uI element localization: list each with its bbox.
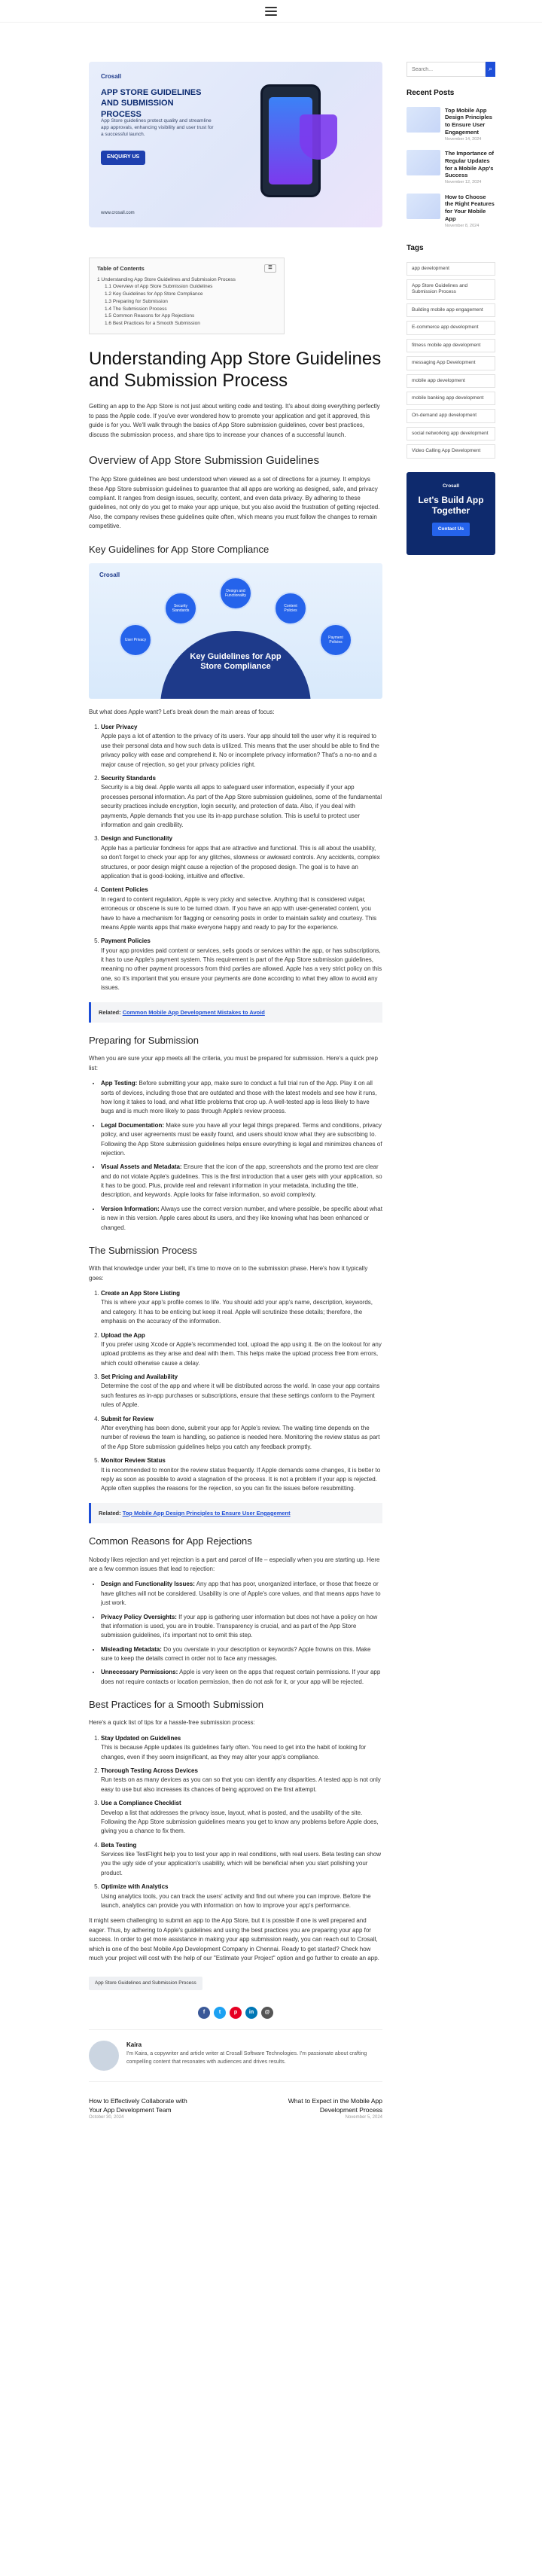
infographic-bubble: Content Policies xyxy=(274,592,307,625)
article-main xyxy=(89,62,382,2145)
search-form xyxy=(406,62,495,77)
key-intro: But what does Apple want? Let's break down the main areas of focus: xyxy=(89,708,275,715)
cta-banner xyxy=(406,472,495,555)
recent-posts-heading: Recent Posts xyxy=(406,89,455,97)
next-post-title[interactable]: What to Expect in the Mobile App Development Process xyxy=(288,2097,382,2114)
tag-link[interactable]: App Store Guidelines and Submission Process xyxy=(406,279,495,300)
list-item-title: 5. Monitor Review Status xyxy=(101,1457,166,1465)
overview-paragraph: The App Store guidelines are best understood when viewed as a set of directions for a journey. It employs these App Store submission guidelines to guarantee that all apps are working as designed, safe, and privacy compliant. It ranges from design issues, security, content, and even data privacy. By adhering to these guidelines, not only do you get to make your app unique, but you also avoid the frustration of getting rejected. Also, the company revises these guidelines quite often, which means you must follow the changes to remain competitive. xyxy=(89,476,380,530)
list-item xyxy=(101,1079,382,1117)
prep-intro: When you are sure your app meets all the criteria, you must be prepared for submission. Here's a quick prep list: xyxy=(89,1055,378,1072)
list-item xyxy=(101,723,382,770)
list-item xyxy=(101,1734,382,1762)
list-item-title: Visual Assets and Metadata: xyxy=(101,1163,182,1171)
toc-toggle-icon[interactable]: ☰ xyxy=(264,264,276,273)
recent-post-title[interactable]: The Importance of Regular Updates for a Mobile App's Success xyxy=(445,150,495,179)
list-item-text: It is recommended to monitor the review status frequently. If Apple demands some changes, it is better to reply as soon as possible to avoid a stagnation of the process. It is not a problem if your app is rejected. Apple often supplies the reasons for the rejection, so you can fix the issues before resubmitting. xyxy=(101,1466,381,1492)
hero-banner xyxy=(89,62,382,227)
list-item xyxy=(101,1613,382,1641)
previous-post-link[interactable] xyxy=(89,2097,202,2121)
hero-enquiry-button[interactable]: ENQUIRY US xyxy=(101,151,145,165)
closing-paragraph: It might seem challenging to submit an app to the App Store, but it is possible if one is well prepared and eager. Thus, by adhering to Apple's guidelines and using the best practices you are preparing your app for success. In order to get more assistance in making your app submission ready, you can reach out to Crosall, which is one of the best Mobile App Development Company in Chennai. Ready to get started? Check how much your project will cost with the help of our "Estimate your Project" option and go further to create an app. xyxy=(89,1917,379,1962)
cta-title: Let's Build App Together xyxy=(418,494,484,517)
avatar xyxy=(89,2041,119,2071)
search-icon[interactable]: ⌕ xyxy=(486,62,495,77)
best-intro: Here's a quick list of tips for a hassle-free submission process: xyxy=(89,1719,255,1727)
list-item-text: Apple has a particular fondness for apps that are attractive and functional. This is all about the usability, so don't forget to check your app for any glitches, slowness or awkward controls. Any accidents, complex structures, or poor design might cause a rejection of the proposed design. The goal is to have an application that is good-looking, intuitive and effective. xyxy=(101,844,380,879)
tag-link[interactable]: mobile banking app development xyxy=(406,392,495,405)
process-list xyxy=(89,1289,382,1494)
next-post-link[interactable] xyxy=(269,2097,382,2121)
list-item-text: Services like TestFlight help you to test your app in real conditions, with real users. Beta testing can show you the ugly side of your application's usability, which will be beneficial when you start polishing your product. xyxy=(101,1851,382,1876)
menu-icon[interactable] xyxy=(265,7,277,16)
tag-link[interactable]: fitness mobile app development xyxy=(406,339,495,352)
recent-post-date: November 14, 2024 xyxy=(445,136,482,142)
list-item xyxy=(101,1121,382,1159)
recent-posts-list xyxy=(406,107,495,230)
list-item-text: This is because Apple updates its guidelines fairly often. You need to get into the habit of looking for changes, even if they seem insignificant, as they may alter your app's compliance. xyxy=(101,1744,367,1761)
related-box-1 xyxy=(89,1002,382,1023)
toc-link[interactable]: 1.6 Best Practices for a Smooth Submission xyxy=(105,321,200,327)
list-item xyxy=(101,1373,382,1410)
toc-link[interactable]: 1.1 Overview of App Store Submission Guidelines xyxy=(105,284,213,290)
infographic-bubble: Security Standards xyxy=(164,592,197,625)
infographic-bubble: Design and Functionality xyxy=(219,577,252,610)
article-title: Understanding App Store Guidelines and Submission Process xyxy=(89,348,382,392)
recent-post[interactable] xyxy=(406,150,495,186)
list-item-text: If your app is gathering user information but does not have a policy on how that information is used, you are in trouble. Transparency is crucial, and as part of the App Store submission guidelines, it's important not to omit this step. xyxy=(101,1613,378,1639)
recent-post-date: November 8, 2024 xyxy=(445,223,480,228)
infographic-bubble: Payment Policies xyxy=(319,623,352,657)
list-item-text: Run tests on as many devices as you can so that you can identify any disparities. A tested app is not only easy to use but also increases its chances of being approved on the first attempt. xyxy=(101,1776,381,1793)
twitter-icon[interactable]: t xyxy=(214,2007,226,2019)
list-item-text: Ensure that the icon of the app, screenshots and the promo text are clear and do not violate Apple's guidelines. This is the first introduction that a user gets with your application, so it has to be good. Plus, provide real and relevant information in your metadata, including the title, description, and keywords. Apple looks for false information, so avoid complexity. xyxy=(101,1163,382,1199)
hero-logo: Crosall xyxy=(101,73,122,80)
list-item-text: Do you overstate in your description or keywords? Apple frowns on this. Make sure to keep the details correct in order not to face any messages. xyxy=(101,1645,371,1663)
toc-link[interactable]: 1 Understanding App Store Guidelines and Submission Process xyxy=(97,276,236,282)
list-item-title: Misleading Metadata: xyxy=(101,1645,162,1653)
tag-link[interactable]: Video Calling App Development xyxy=(406,444,495,458)
list-item-title: 3. Use a Compliance Checklist xyxy=(101,1800,181,1807)
list-item-title: 1. Stay Updated on Guidelines xyxy=(101,1734,181,1742)
related-label: Related: xyxy=(99,1509,121,1517)
list-item xyxy=(101,886,382,932)
toc-list xyxy=(97,276,276,328)
facebook-icon[interactable]: f xyxy=(198,2007,210,2019)
recent-post[interactable] xyxy=(406,107,495,143)
related-label: Related: xyxy=(99,1008,121,1016)
list-item-text: Apple pays a lot of attention to the privacy of its users. Your app should tell the user why it is required to use their personal data and how such data is utilized. This means that the user should be able to find the privacy policy with ease and comprehend it. No or incomplete privacy information? That's a no-no and a major cause of rejection, so get your privacy policies right. xyxy=(101,733,379,768)
reject-list xyxy=(89,1580,382,1687)
tag-link[interactable]: On-demand app development xyxy=(406,409,495,422)
sidebar xyxy=(406,62,495,2145)
list-item-text: Develop a list that addresses the privacy issue, layout, what is posted, and the usability of the site. Following the App Store submission guidelines means you get to know any problems before Apple does, giving you a chance to fix them. xyxy=(101,1809,379,1835)
prep-list xyxy=(89,1079,382,1233)
recent-post-body xyxy=(445,150,495,186)
list-item-title: 3. Design and Functionality xyxy=(101,835,173,843)
toc-link[interactable]: 1.3 Preparing for Submission xyxy=(105,298,168,304)
list-item-text: If you prefer using Xcode or Apple's recommended tool, upload the app using it. Be on the lookout for any upload problems as they arise and deal with them. This helps make the upload process free from errors, which could otherwise cause a delay. xyxy=(101,1340,382,1367)
pinterest-icon[interactable]: p xyxy=(230,2007,242,2019)
linkedin-icon[interactable]: in xyxy=(245,2007,257,2019)
list-item-text: Make sure you have all your legal things prepared. Terms and conditions, privacy policy, and user agreements must be easily found, and users should know what they are subscribing to. Following the App Store submission guidelines helps ensure everything is legal and minimizes chances of rejection. xyxy=(101,1121,382,1157)
list-item-text: Always use the correct version number, and where possible, be specific about what is new in this version. Apple cares about its users, and they like knowing what has been enhanced or changed. xyxy=(101,1205,382,1231)
post-tag[interactable]: App Store Guidelines and Submission Process xyxy=(89,1977,202,1990)
list-item-text: This is where your app's profile comes to life. You should add your app's name, description, keywords, and category. It has to be enticing but keep it real. Apple will scrutinize these details; therefore, the emphasis on the accuracy of the information. xyxy=(101,1299,373,1325)
list-item xyxy=(101,1205,382,1233)
share-buttons xyxy=(89,2007,382,2019)
list-item-text: After everything has been done, submit your app for Apple's review. The waiting time depends on the number of reviews the team is handling, so patience is needed here. Monitoring the review status as part of the App Store submission guidelines helps you catch any feedback promptly. xyxy=(101,1425,380,1450)
heading-key-guidelines: Key Guidelines for App Store Compliance xyxy=(89,543,269,555)
list-item-title: Version Information: xyxy=(101,1205,160,1212)
list-item-title: 2. Thorough Testing Across Devices xyxy=(101,1767,198,1774)
contact-us-button[interactable]: Contact Us xyxy=(432,523,470,536)
tag-link[interactable]: mobile app development xyxy=(406,374,495,388)
tag-link[interactable]: app development xyxy=(406,262,495,276)
list-item-title: App Testing: xyxy=(101,1080,138,1087)
list-item xyxy=(101,1668,382,1687)
search-input[interactable] xyxy=(406,62,486,77)
list-item xyxy=(101,1645,382,1664)
email-icon[interactable]: @ xyxy=(261,2007,273,2019)
toc-link[interactable]: 1.2 Key Guidelines for App Store Compliance xyxy=(105,291,203,297)
list-item-title: 1. Create an App Store Listing xyxy=(101,1289,181,1297)
recent-post-body xyxy=(445,107,495,143)
author-box xyxy=(89,2029,382,2082)
key-guidelines-list xyxy=(89,723,382,993)
related-link-2[interactable]: Top Mobile App Design Principles to Ensure User Engagement xyxy=(122,1509,291,1517)
list-item-title: Design and Functionality Issues: xyxy=(101,1581,195,1588)
previous-post-title[interactable]: How to Effectively Collaborate with Your App Development Team xyxy=(89,2097,187,2114)
list-item xyxy=(101,1767,382,1794)
tag-link[interactable]: E-commerce app development xyxy=(406,321,495,334)
heading-best-practices: Best Practices for a Smooth Submission xyxy=(89,1699,263,1711)
list-item xyxy=(101,937,382,992)
author-name[interactable]: Kaira xyxy=(126,2041,142,2049)
heading-overview: Overview of App Store Submission Guidelines xyxy=(89,453,319,467)
shield-icon xyxy=(300,114,337,160)
hero-title: APP STORE GUIDELINES AND SUBMISSION PROCESS xyxy=(101,88,202,119)
recent-post[interactable] xyxy=(406,194,495,230)
reject-intro: Nobody likes rejection and yet rejection is a part and parcel of life – especially when you are starting up. Here are a few common issues that lead to rejection: xyxy=(89,1556,380,1572)
list-item-text: Determine the cost of the app and where it will be distributed across the world. In case your app contains such features as in-app purchases or subscriptions, ensure that these settings conform to the Payment rules of Apple. xyxy=(101,1383,380,1409)
recent-post-title[interactable]: Top Mobile App Design Principles to Ensure User Engagement xyxy=(445,106,492,136)
infographic-bubble: User Privacy xyxy=(119,623,152,657)
recent-post-thumbnail[interactable] xyxy=(406,107,440,133)
list-item xyxy=(101,1799,382,1837)
best-practices-list xyxy=(89,1734,382,1911)
recent-post-thumbnail[interactable] xyxy=(406,194,440,219)
toc-link[interactable]: 1.5 Common Reasons for App Rejections xyxy=(105,313,195,319)
list-item-title: 5. Payment Policies xyxy=(101,937,151,945)
list-item-text: In regard to content regulation, Apple is very picky and selective. Anything that is considered vulgar, erroneous or obscene is sure to be turned down. If you have an app with user-generated content, you have to have a mechanism for flagging or censoring posts in order to maintain safety and courtesy. This means Apple wants apps that make everyone happy and ready to pay for the experience. xyxy=(101,895,377,931)
infographic-title: Key Guidelines for App Store Compliance xyxy=(190,651,282,672)
hero-contact: www.crosall.com xyxy=(101,210,135,215)
list-item-title: 4. Content Policies xyxy=(101,886,148,894)
list-item xyxy=(101,1163,382,1200)
related-box-2 xyxy=(89,1503,382,1524)
list-item-title: 4. Beta Testing xyxy=(101,1841,137,1849)
list-item xyxy=(101,1882,382,1910)
hero-subtitle: App Store guidelines protect quality and streamline app approvals, enhancing visibility and user trust for a successful launch. xyxy=(101,118,214,138)
list-item xyxy=(101,774,382,830)
cta-logo: Crosall xyxy=(442,483,460,489)
next-post-date: November 5, 2024 xyxy=(345,2115,382,2120)
list-item-text: If your app provides paid content or services, sells goods or services within the app, or has subscriptions, it has to use Apple's payment system. This requirement is part of the App Store submission guidelines, meaning no other payment processors from third parties are allowed. Apple has a very strict policy on this one, so it's important that you ensure your payments are done according to what they allow to avoid any issues. xyxy=(101,947,382,992)
list-item-title: Legal Documentation: xyxy=(101,1121,165,1129)
list-item-title: 5. Optimize with Analytics xyxy=(101,1883,169,1891)
list-item xyxy=(101,1331,382,1369)
list-item-title: 2. Upload the App xyxy=(101,1331,145,1339)
page-layout xyxy=(0,23,542,2145)
author-bio: I'm Kaira, a copywriter and article writer at Crosall Software Technologies. I'm passionate about crafting compelling content that resonates with audiences and drives results. xyxy=(126,2050,367,2065)
recent-post-date: November 12, 2024 xyxy=(445,180,482,185)
heading-preparing: Preparing for Submission xyxy=(89,1035,199,1047)
heading-submission-process: The Submission Process xyxy=(89,1245,197,1257)
heading-rejections: Common Reasons for App Rejections xyxy=(89,1535,252,1547)
list-item-text: Before submitting your app, make sure to conduct a full trial run of the App. Play it on all sorts of devices, including those that are outdated and those with the latest models and see how it runs, how long it takes to load, and what little problems that crop up. A well-tested app is less likely to have bugs and is much more likely to pass through Apple's review process. xyxy=(101,1080,377,1115)
intro-paragraph: Getting an app to the App Store is not just about writing code and testing. It's about doing everything perfectly to pass the Apple code. If you've ever wondered how to promote your application and get it approved, this guide is for you. We'll walk through the basics of App Store submission guidelines, cover best practices, discuss the submission process, and share tips to increase your chances of a successful launch. xyxy=(89,403,380,438)
recent-post-title[interactable]: How to Choose the Right Features for Your Mobile App xyxy=(445,193,495,222)
infographic-logo: Crosall xyxy=(99,571,120,578)
tag-cloud xyxy=(406,262,495,459)
list-item xyxy=(101,1580,382,1608)
list-item xyxy=(101,834,382,881)
table-of-contents xyxy=(89,258,285,334)
tag-link[interactable]: messaging App Development xyxy=(406,356,495,370)
tags-heading: Tags xyxy=(406,244,424,253)
tag-link[interactable]: Building mobile app engagement xyxy=(406,303,495,317)
list-item-title: Privacy Policy Oversights: xyxy=(101,1613,177,1620)
tag-link[interactable]: social networking app development xyxy=(406,427,495,441)
previous-post-date: October 30, 2024 xyxy=(89,2115,124,2120)
top-bar xyxy=(0,0,542,23)
process-intro: With that knowledge under your belt, it's time to move on to the submission phase. Here's how it typically goes: xyxy=(89,1265,368,1282)
list-item xyxy=(101,1841,382,1879)
list-item-title: 2. Security Standards xyxy=(101,775,156,782)
list-item-title: 1. User Privacy xyxy=(101,724,138,731)
list-item-title: Unnecessary Permissions: xyxy=(101,1669,178,1676)
recent-post-thumbnail[interactable] xyxy=(406,150,440,175)
guidelines-infographic xyxy=(89,563,382,699)
list-item-text: Using analytics tools, you can track the users' activity and find out where you can improve. Before the launch, analytics can provide you with information on how to improve your app's performance. xyxy=(101,1892,371,1910)
list-item-text: Security is a big deal. Apple wants all apps to safeguard user information, especially if your app processes personal information. As part of the App Store submission guidelines, some of the fundamental security practices include encryption, login security, and protection of data. Also, if you deal with payments, Apple demands that you use its in-app purchase solution. This is useful to protect user information and gain credibility. xyxy=(101,784,382,828)
list-item xyxy=(101,1415,382,1453)
toc-title: Table of Contents xyxy=(97,265,145,272)
list-item xyxy=(101,1289,382,1327)
related-link-1[interactable]: Common Mobile App Development Mistakes to Avoid xyxy=(122,1008,265,1016)
toc-link[interactable]: 1.4 The Submission Process xyxy=(105,306,167,312)
list-item xyxy=(101,1456,382,1494)
recent-post-body xyxy=(445,194,495,230)
post-navigation xyxy=(89,2097,382,2144)
list-item-text: Any app that has poor, unorganized interface, or those that freeze or have glitches will not be considered. Usability is one of Apple's core values, and that means apps have to just work. xyxy=(101,1581,381,1607)
list-item-text: Apple is very keen on the apps that request certain permissions. If your app does not require contacts or location permission, then do not ask for it, or your app will be rejected. xyxy=(101,1669,381,1685)
list-item-title: 4. Submit for Review xyxy=(101,1415,154,1422)
list-item-title: 3. Set Pricing and Availability xyxy=(101,1373,178,1381)
